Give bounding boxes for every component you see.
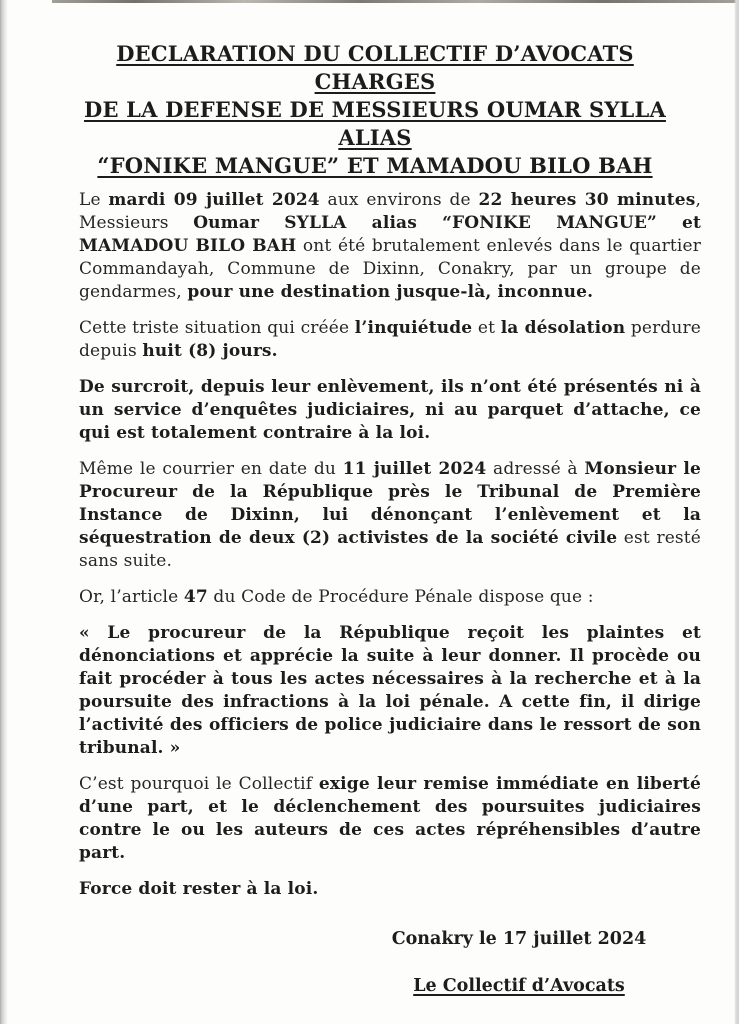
dateline: Conakry le 17 juillet 2024 [391,929,647,949]
document-paragraphs [79,189,701,901]
document-content [79,40,701,998]
paragraph: C’est pourquoi le Collectif exige leur remise immédiate en liberté d’une part, et le déclenchement des poursuites judiciaires contre le ou les auteurs de ces actes répréhensibles d’autre part. [79,774,701,863]
paragraph: De surcroit, depuis leur enlèvement, ils n’ont été présentés ni à un service d’enquêtes judiciaires, ni au parquet d’attache, ce qui est totalement contraire à la loi. [79,377,701,443]
document-title [79,40,671,180]
paragraph: « Le procureur de la République reçoit les plaintes et dénonciations et apprécie la suite à leur donner. Il procède ou fait procéder à tous les actes nécessaires à la recherche et à la poursuite des infractions à la loi pénale. A cette fin, il dirige l’activité des officiers de police judiciaire dans le ressort de son tribunal. » [79,623,701,758]
document-title-line-1: DECLARATION DU COLLECTIF D’AVOCATS CHARGES [116,41,634,94]
paragraph: Cette triste situation qui créée l’inquiétude et la désolation perdure depuis huit (8) jours. [79,318,701,361]
page-right-edge-shadow [734,0,739,1024]
paragraph: Force doit rester à la loi. [79,879,319,899]
paragraph: Or, l’article 47 du Code de Procédure Pénale dispose que : [79,587,594,607]
page-left-edge-shadow [0,0,8,1024]
document-title-line-3: “FONIKE MANGUE” ET MAMADOU BILO BAH [97,153,653,178]
paragraph: Le mardi 09 juillet 2024 aux environs de 22 heures 30 minutes, Messieurs Oumar SYLLA alias “FONIKE MANGUE” et MAMADOU BILO BAH ont été brutalement enlevés dans le quartier Commandayah, Commune de Dixinn, Conakry, par un groupe de gendarmes, pour une destination jusque-là, inconnue. [79,190,701,302]
document-title-line-2: DE LA DEFENSE DE MESSIEURS OUMAR SYLLA ALIAS [84,97,666,150]
signature: Le Collectif d’Avocats [413,976,625,996]
page-top-edge-shadow [52,0,739,3]
paragraph: Même le courrier en date du 11 juillet 2024 adressé à Monsieur le Procureur de la République près le Tribunal de Première Instance de Dixinn, lui dénonçant l’enlèvement et la séquestration de deux (2) activistes de la société civile est resté sans suite. [79,459,701,571]
closing-block [391,928,647,998]
